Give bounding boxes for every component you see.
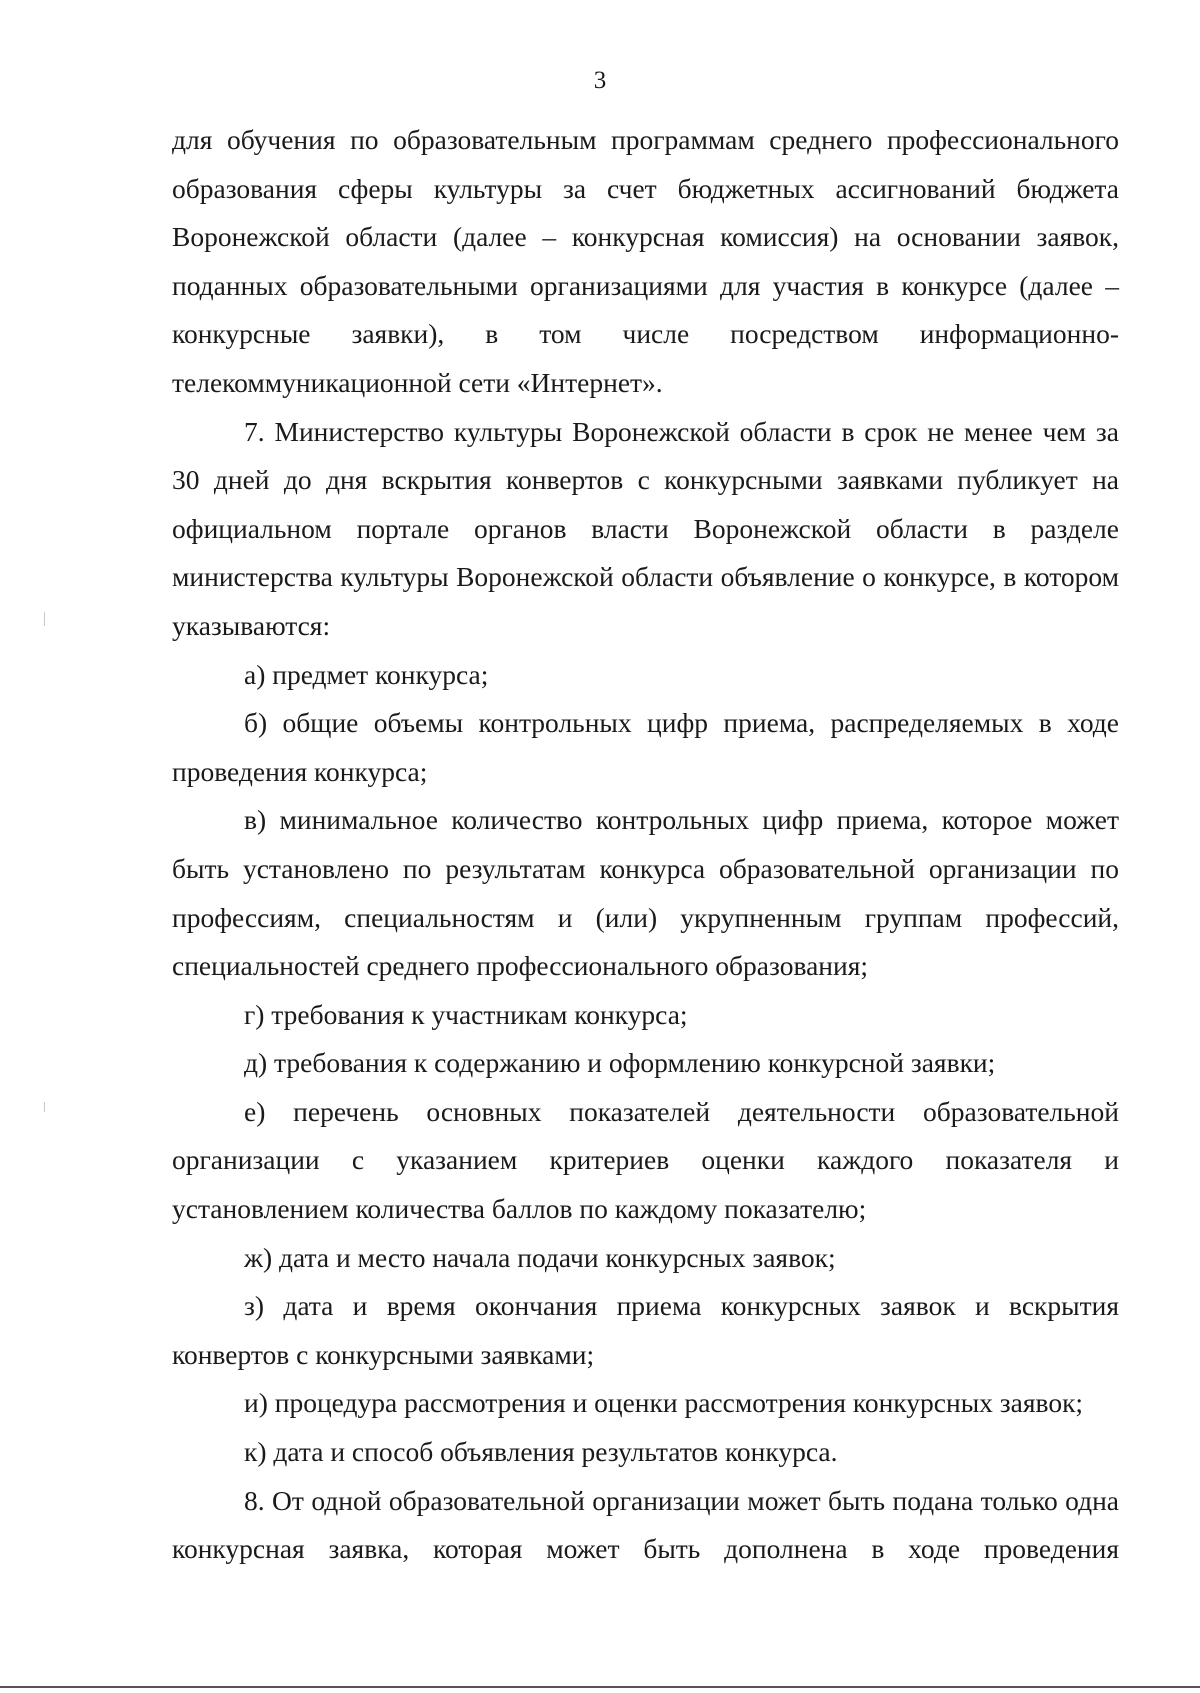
paragraph-item-7: 7. Министерство культуры Воронежской области в срок не менее чем за 30 дней до дня вскрытия конвертов с конкурсными заявками публикует на официальном портале органов власти Воронежской области в разделе министерства культуры Воронежской области объявление о конкурсе, в котором указываются: [172, 415, 1119, 641]
page-bottom-rule [0, 1686, 1200, 1688]
paragraph-continuation: для обучения по образовательным программам среднего профессионального образования сферы культуры за счет бюджетных ассигнований бюджета Воронежской области (далее – конкурсная комиссия) на основании заявок, поданных образовательными организациями для участия в конкурсе (далее – конкурсные заявки), в том числе посредством информационно-телекоммуникационной сети «Интернет». [172, 124, 1119, 398]
list-item-g: г) требования к участникам конкурса; [244, 998, 688, 1030]
paragraph-item-8: 8. От одной образовательной организации может быть подана только одна конкурсная заявка, которая может быть дополнена в ходе проведения [172, 1484, 1119, 1565]
list-item-d: д) требования к содержанию и оформлению конкурсной заявки; [244, 1047, 996, 1079]
list-item-v: в) минимальное количество контрольных цифр приема, которое может быть установлено по результатам конкурса образовательной организации по профессиям, специальностям и (или) укрупненным группам профессий, специальностей среднего профессионального образования; [172, 804, 1119, 982]
page-number: 3 [593, 67, 607, 94]
list-item-b: б) общие объемы контрольных цифр приема, распределяемых в ходе проведения конкурса; [172, 707, 1119, 787]
list-item-a: а) предмет конкурса; [244, 658, 489, 690]
document-body [172, 116, 1119, 1574]
list-item-e: е) перечень основных показателей деятельности образовательной организации с указанием критериев оценки каждого показателя и установлением количества баллов по каждому показателю; [172, 1095, 1119, 1225]
list-item-i: и) процедура рассмотрения и оценки рассмотрения конкурсных заявок; [244, 1387, 1084, 1419]
list-item-k: к) дата и способ объявления результатов конкурса. [244, 1436, 838, 1468]
scan-margin-mark [44, 612, 45, 626]
list-item-z: з) дата и время окончания приема конкурсных заявок и вскрытия конвертов с конкурсными заявками; [172, 1290, 1119, 1370]
scan-margin-mark [44, 1102, 45, 1112]
list-item-zh: ж) дата и место начала подачи конкурсных заявок; [244, 1241, 836, 1273]
